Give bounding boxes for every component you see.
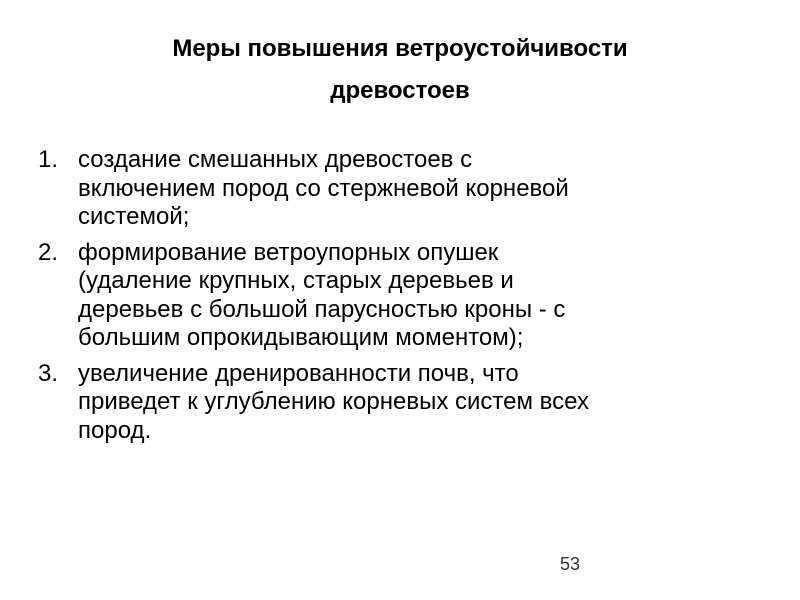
list-item-text: создание смешанных древостоев с включением пород со стержневой корневой системой;: [78, 146, 569, 230]
list-item: [38, 146, 738, 232]
slide-title: [60, 28, 740, 112]
slide-title-line-1: Меры повышения ветроустойчивости: [172, 35, 628, 62]
list-item-number: 2.: [38, 238, 59, 266]
list-item-number: 1.: [38, 146, 59, 173]
list-item: [38, 239, 738, 353]
list-item-text: увеличение дренированности почв, что приведет к углублению корневых систем всех пород.: [78, 359, 589, 444]
list-item: [38, 360, 738, 446]
list-item-number: 3.: [38, 359, 59, 387]
page-number: 53: [560, 554, 581, 574]
measures-list: [38, 146, 738, 452]
slide-title-line-2: древостоев: [330, 77, 470, 104]
list-item-text: формирование ветроупорных опушек (удаление крупных, старых деревьев и деревьев с большой парусностью кроны - с большим опрокидывающим моментом);: [78, 238, 566, 351]
